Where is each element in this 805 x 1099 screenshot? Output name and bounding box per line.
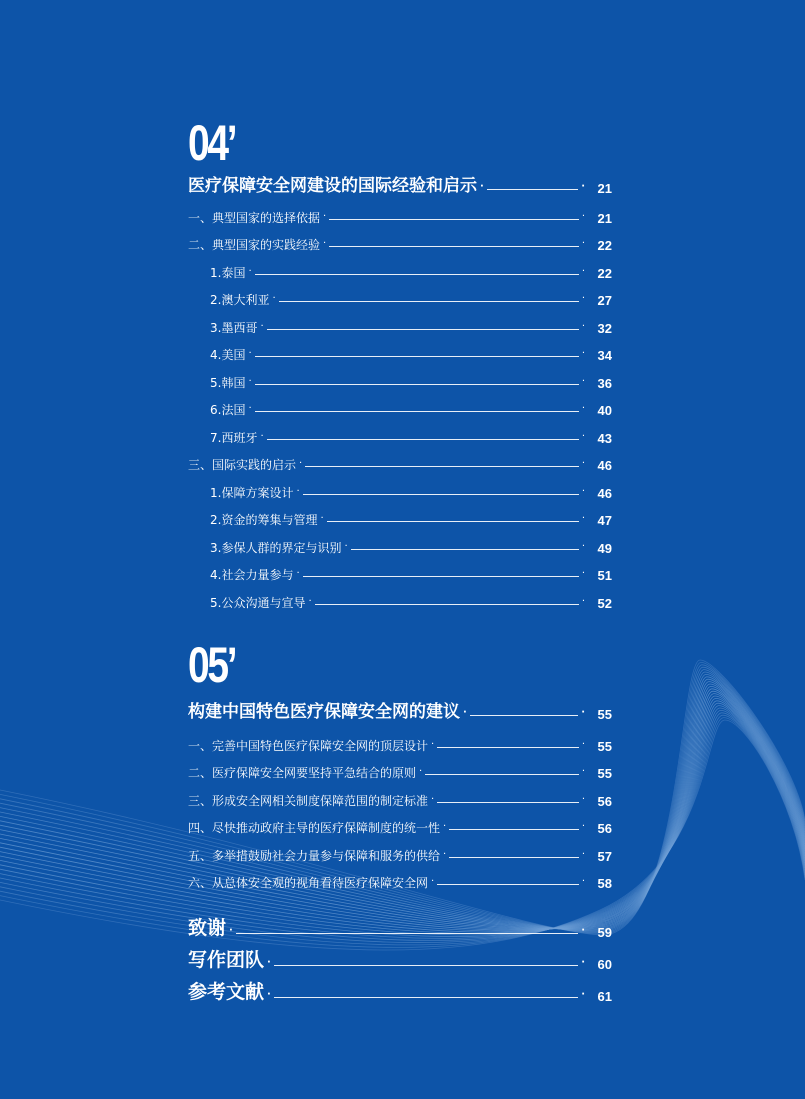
toc-entry[interactable]: 三、形成安全网相关制度保障范围的制定标准 · · 56 (188, 794, 612, 809)
toc-entry[interactable]: 三、国际实践的启示 · · 46 (188, 458, 612, 473)
toc-chapter-title[interactable]: 构建中国特色医疗保障安全网的建议 · · 55 (188, 702, 612, 722)
toc-entry[interactable]: 3.墨西哥 · · 32 (210, 321, 612, 336)
toc-entry[interactable]: 4.美国 · · 34 (210, 348, 612, 363)
toc-entry[interactable]: 五、多举措鼓励社会力量参与保障和服务的供给 · · 57 (188, 849, 612, 864)
chapter-number: 04’ (188, 115, 236, 171)
toc-references[interactable]: 参考文献 · · 61 (188, 981, 612, 1004)
toc-entry[interactable]: 4.社会力量参与 · · 51 (210, 568, 612, 583)
toc-entry[interactable]: 7.西班牙 · · 43 (210, 431, 612, 446)
toc-entry[interactable]: 6.法国 · · 40 (210, 403, 612, 418)
toc-entry[interactable]: 一、完善中国特色医疗保障安全网的顶层设计 · · 55 (188, 739, 612, 754)
toc-entry[interactable]: 一、典型国家的选择依据 · · 21 (188, 211, 612, 226)
toc-entry[interactable]: 2.澳大利亚 · · 27 (210, 293, 612, 308)
toc-entry[interactable]: 2.资金的筹集与管理 · · 47 (210, 513, 612, 528)
toc-entry[interactable]: 5.韩国 · · 36 (210, 376, 612, 391)
wave-line (0, 698, 805, 932)
toc-entry[interactable]: 1.保障方案设计 · · 46 (210, 486, 612, 501)
wave-line (0, 696, 805, 931)
wave-line (0, 694, 805, 931)
toc-entry[interactable]: 四、尽快推动政府主导的医疗保障制度的统一性 · · 56 (188, 821, 612, 836)
toc-entry[interactable]: 二、医疗保障安全网要坚持平急结合的原则 · · 55 (188, 766, 612, 781)
toc-entry[interactable]: 六、从总体安全观的视角看待医疗保障安全网 · · 58 (188, 876, 612, 891)
toc-writing-team[interactable]: 写作团队 · · 60 (188, 949, 612, 972)
toc-entry[interactable]: 5.公众沟通与宣导 · · 52 (210, 596, 612, 611)
wave-line (0, 691, 805, 929)
toc-entry[interactable]: 3.参保人群的界定与识别 · · 49 (210, 541, 612, 556)
chapter-number: 05’ (188, 637, 236, 693)
toc-acknowledgements[interactable]: 致谢 · · 59 (188, 917, 612, 940)
toc-entry[interactable]: 1.泰国 · · 22 (210, 266, 612, 281)
toc-entry[interactable]: 二、典型国家的实践经验 · · 22 (188, 238, 612, 253)
toc-chapter-title[interactable]: 医疗保障安全网建设的国际经验和启示 · · 21 (188, 176, 612, 196)
